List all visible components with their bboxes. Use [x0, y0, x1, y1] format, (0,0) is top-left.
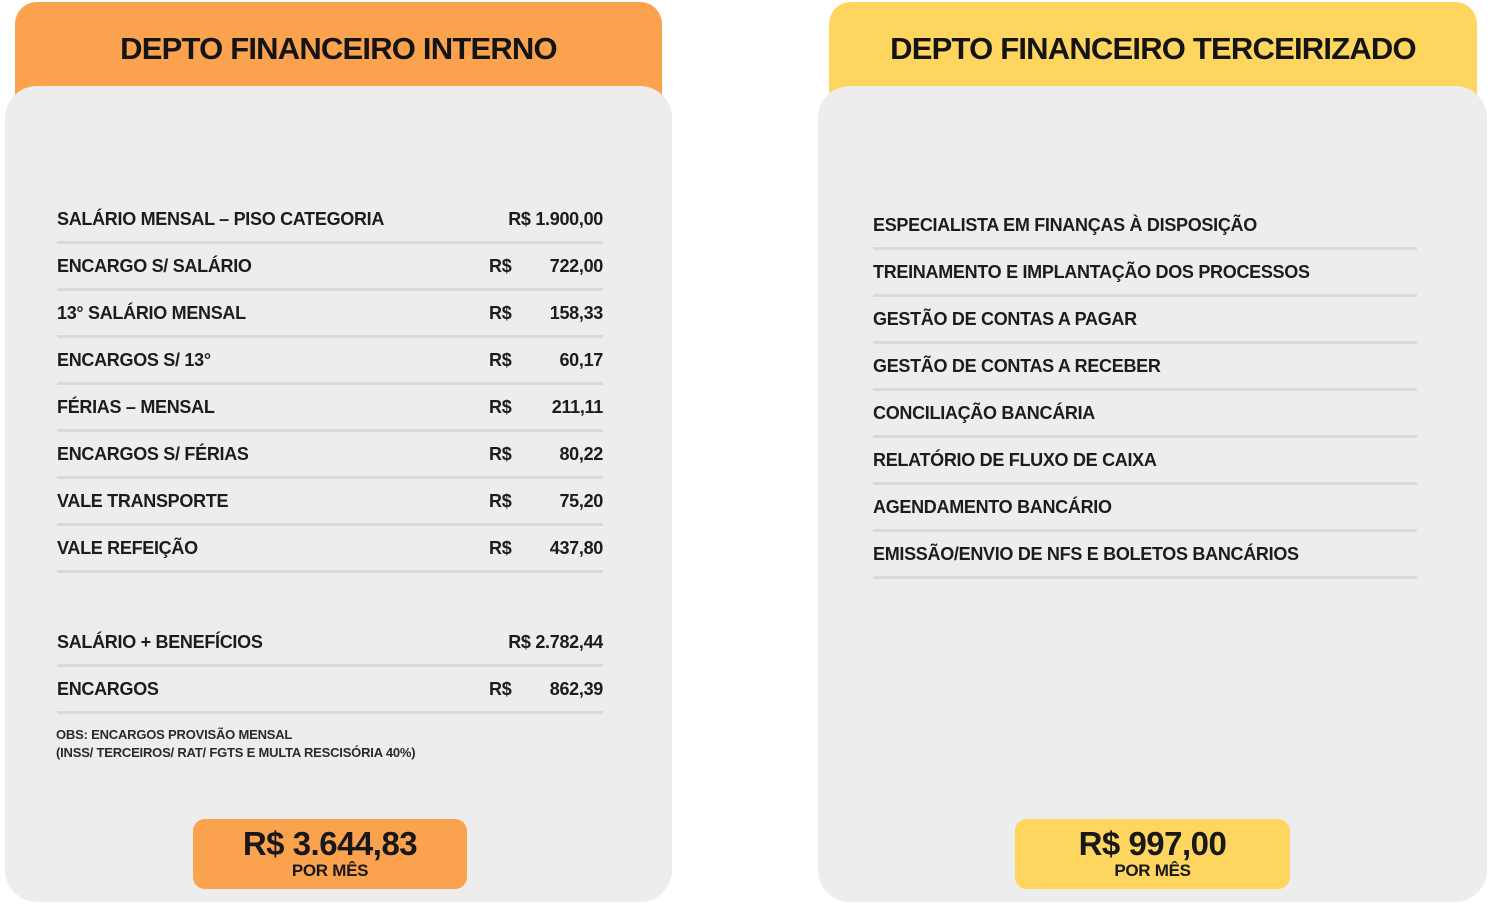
cost-row: [57, 197, 603, 244]
total-row: [57, 667, 603, 714]
total-label: ENCARGOS: [57, 678, 159, 699]
cost-row: [57, 432, 603, 479]
obs-line: OBS: ENCARGOS PROVISÃO MENSAL: [56, 727, 293, 742]
cost-value: 158,33: [549, 302, 603, 323]
total-label: SALÁRIO + BENEFÍCIOS: [57, 631, 263, 652]
cost-row: [57, 244, 603, 291]
total-value: R$ 2.782,44: [508, 631, 603, 652]
service-label: GESTÃO DE CONTAS A RECEBER: [873, 355, 1161, 376]
service-label: GESTÃO DE CONTAS A PAGAR: [873, 308, 1137, 329]
service-row: [873, 532, 1417, 579]
cost-value: 80,22: [559, 443, 603, 464]
service-row: [873, 203, 1417, 250]
internal-price-period: POR MÊS: [291, 861, 369, 880]
service-row: [873, 297, 1417, 344]
cost-label: FÉRIAS – MENSAL: [57, 396, 215, 417]
cost-value: 722,00: [549, 255, 603, 276]
internal-title: DEPTO FINANCEIRO INTERNO: [120, 31, 557, 66]
cost-row: [57, 526, 603, 573]
cost-currency: R$: [489, 443, 512, 464]
outsourced-title: DEPTO FINANCEIRO TERCEIRIZADO: [890, 31, 1416, 66]
outsourced-price: R$ 997,00: [1078, 825, 1227, 862]
service-row: [873, 250, 1417, 297]
service-label: AGENDAMENTO BANCÁRIO: [873, 496, 1112, 517]
service-label: CONCILIAÇÃO BANCÁRIA: [873, 402, 1095, 423]
cost-label: VALE TRANSPORTE: [57, 490, 229, 511]
outsourced-price-badge: [1015, 819, 1290, 889]
cost-currency: R$: [489, 396, 512, 417]
service-row: [873, 485, 1417, 532]
cost-row: [57, 385, 603, 432]
outsourced-price-period: POR MÊS: [1114, 861, 1191, 880]
cost-label: VALE REFEIÇÃO: [57, 537, 198, 558]
cost-currency: R$: [489, 537, 512, 558]
total-value: 862,39: [549, 678, 603, 699]
cost-value: R$ 1.900,00: [508, 208, 603, 229]
cost-value: 437,80: [549, 537, 603, 558]
cost-label: ENCARGO S/ SALÁRIO: [57, 255, 252, 276]
cost-label: ENCARGOS S/ FÉRIAS: [57, 443, 249, 464]
cost-value: 75,20: [559, 490, 603, 511]
service-label: ESPECIALISTA EM FINANÇAS À DISPOSIÇÃO: [873, 214, 1257, 235]
service-row: [873, 438, 1417, 485]
cost-currency: R$: [489, 302, 512, 323]
service-label: EMISSÃO/ENVIO DE NFS E BOLETOS BANCÁRIOS: [873, 543, 1299, 564]
cost-label: 13° SALÁRIO MENSAL: [57, 302, 246, 323]
service-row: [873, 391, 1417, 438]
total-currency: R$: [489, 678, 512, 699]
cost-currency: R$: [489, 349, 512, 370]
service-label: RELATÓRIO DE FLUXO DE CAIXA: [873, 449, 1157, 470]
cost-label: ENCARGOS S/ 13°: [57, 349, 211, 370]
cost-currency: R$: [489, 490, 512, 511]
total-row: [57, 620, 603, 667]
internal-price-badge: [193, 819, 467, 889]
cost-row: [57, 479, 603, 526]
cost-label: SALÁRIO MENSAL – PISO CATEGORIA: [57, 208, 385, 229]
cost-value: 60,17: [559, 349, 603, 370]
service-row: [873, 344, 1417, 391]
obs-line: (INSS/ TERCEIROS/ RAT/ FGTS E MULTA RESCISÓRIA 40%): [56, 745, 416, 760]
cost-row: [57, 291, 603, 338]
service-label: TREINAMENTO E IMPLANTAÇÃO DOS PROCESSOS: [873, 261, 1310, 282]
obs-note: [56, 726, 415, 762]
cost-row: [57, 338, 603, 385]
internal-price: R$ 3.644,83: [242, 825, 418, 862]
cost-value: 211,11: [551, 396, 603, 417]
cost-currency: R$: [489, 255, 512, 276]
